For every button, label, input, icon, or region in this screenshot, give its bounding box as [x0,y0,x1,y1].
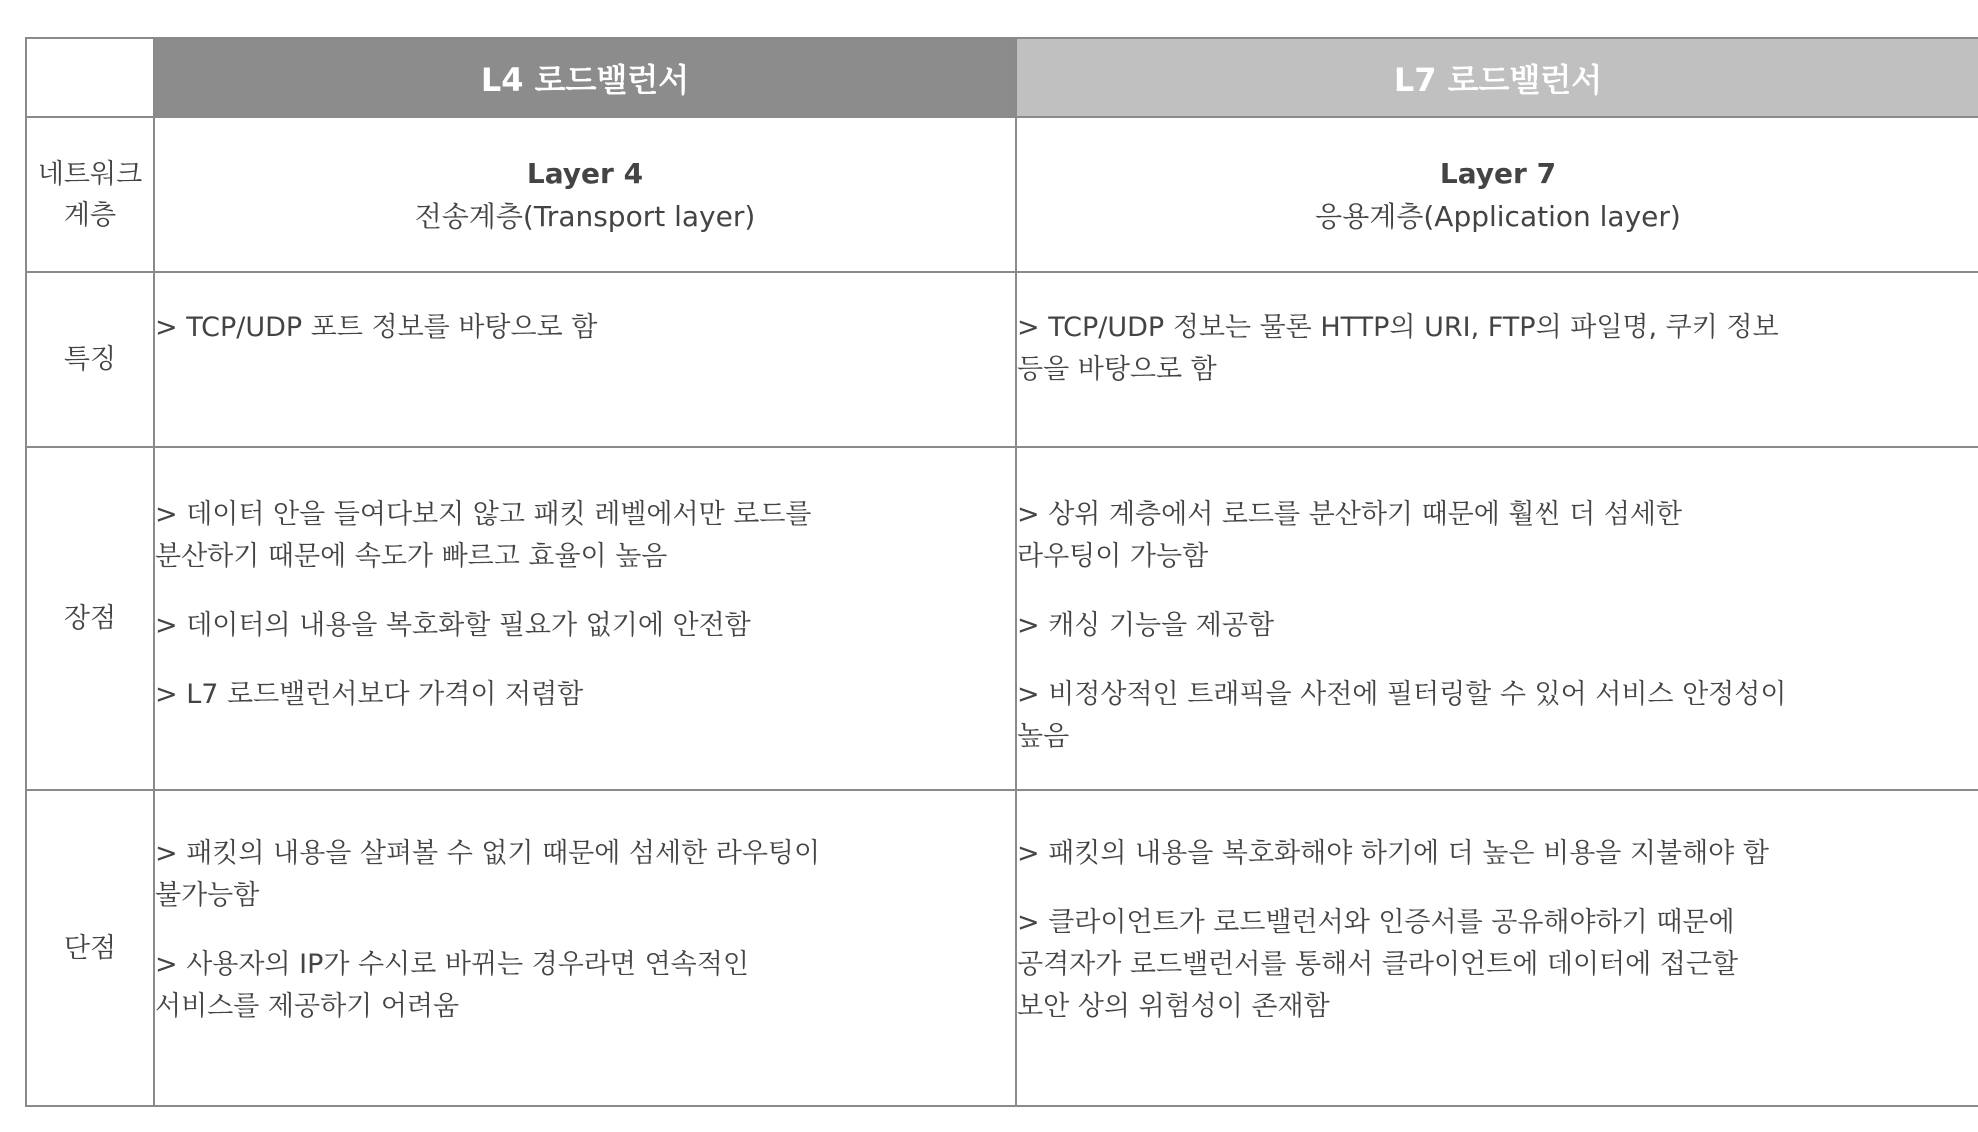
bullet-item: > 상위 계층에서 로드를 분산하기 때문에 훨씬 더 섬세한 라우팅이 가능함 [1017,499,1683,572]
l4-advantages-cell [154,447,1016,790]
header-l7: L7 로드밸런서 [1016,38,1978,117]
row-label-text: 네트워크 계층 [37,158,143,231]
l7-layer-subtitle: 응용계층(Application layer) [1315,199,1681,233]
bullet-item: > 사용자의 IP가 수시로 바뀌는 경우라면 연속적인 서비스를 제공하기 어려움 [155,949,749,1022]
l4-layer-cell [154,117,1016,272]
bullet-item: > 비정상적인 트래픽을 사전에 필터링할 수 있어 서비스 안정성이 높음 [1017,679,1787,752]
bullet-item: > 패킷의 내용을 복호화해야 하기에 더 높은 비용을 지불해야 함 [1017,838,1769,869]
row-label-features: 특징 [26,272,154,447]
l4-layer-title: Layer 4 [526,156,644,190]
bullet-item: > 데이터 안을 들여다보지 않고 패킷 레벨에서만 로드를 분산하기 때문에 속도가 빠르고 효율이 높음 [155,499,812,572]
l7-features-cell [1016,272,1978,447]
l4-layer-subtitle: 전송계층(Transport layer) [414,199,756,233]
bullet-item: > 패킷의 내용을 살펴볼 수 없기 때문에 섬세한 라우팅이 불가능함 [155,838,821,911]
l7-advantages-cell [1016,447,1978,790]
header-corner-cell [26,38,154,117]
l4-features-cell [154,272,1016,447]
bullet-item: > 캐싱 기능을 제공함 [1017,610,1275,641]
comparison-table [25,37,1978,1107]
l7-layer-title: Layer 7 [1439,156,1557,190]
row-disadvantages [26,790,1978,1106]
bullet-item: > TCP/UDP 포트 정보를 바탕으로 함 [155,312,598,343]
row-label-network-layer [26,117,154,272]
l7-disadvantages-cell [1016,790,1978,1106]
row-advantages [26,447,1978,790]
bullet-item: > 데이터의 내용을 복호화할 필요가 없기에 안전함 [155,610,751,641]
l4-disadvantages-cell [154,790,1016,1106]
row-label-advantages: 장점 [26,447,154,790]
header-row [26,38,1978,117]
bullet-item: > 클라이언트가 로드밸런서와 인증서를 공유해야하기 때문에 공격자가 로드밸런서를 통해서 클라이언트에 데이터에 접근할 보안 상의 위험성이 존재함 [1017,907,1739,1022]
bullet-item: > L7 로드밸런서보다 가격이 저렴함 [155,679,584,710]
row-network-layer [26,117,1978,272]
l7-layer-cell [1016,117,1978,272]
header-l4: L4 로드밸런서 [154,38,1016,117]
row-label-disadvantages: 단점 [26,790,154,1106]
bullet-item: > TCP/UDP 정보는 물론 HTTP의 URI, FTP의 파일명, 쿠키 정보 등을 바탕으로 함 [1017,312,1779,385]
row-features [26,272,1978,447]
